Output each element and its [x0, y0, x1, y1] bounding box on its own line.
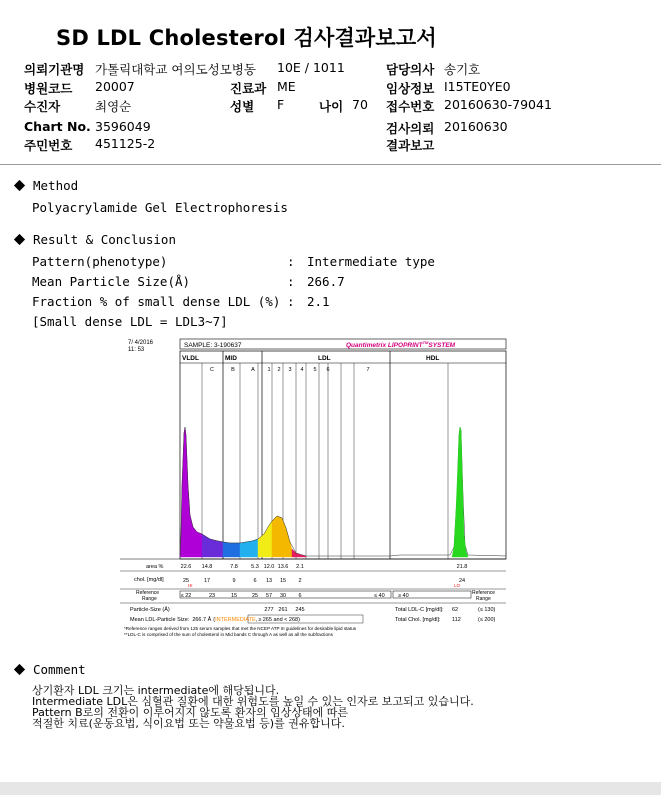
- doctor-label: 담당의사: [386, 62, 435, 77]
- particle-size-value: 261: [278, 607, 288, 613]
- particle-size-row: [264, 607, 304, 613]
- chart-no-value: 3596049: [95, 119, 151, 134]
- mean-size-line: Mean LDL-Particle Size: 266.7 Å (INTERMEDIATE,≥ 265 and < 268): [130, 617, 300, 623]
- method-text: Polyacrylamide Gel Electrophoresis: [32, 200, 288, 215]
- area-value: 14.8: [201, 564, 213, 570]
- patient-label: 수진자: [24, 99, 61, 114]
- clinical-info-label: 임상정보: [386, 81, 435, 96]
- hdl-ref-value: ≥ 40: [398, 593, 409, 599]
- area-value: 13.6: [277, 564, 289, 570]
- chol-value: 15: [279, 578, 287, 584]
- ref-value: 30: [279, 593, 287, 599]
- pattern-colon: :: [287, 254, 295, 269]
- comment-line: 상기환자 LDL 크기는 intermediate에 해당됩니다.: [32, 684, 280, 697]
- resident-label: 주민번호: [24, 138, 73, 153]
- age-value: 70: [352, 97, 368, 112]
- hospital-code-value: 20007: [95, 79, 135, 94]
- chol-value: 6: [253, 578, 257, 584]
- area-value: 21.8: [456, 564, 468, 570]
- ref-value: 23: [208, 593, 216, 599]
- area-value: 5.3: [251, 564, 259, 570]
- area-value: 7.8: [230, 564, 238, 570]
- chol-value: 2: [298, 578, 302, 584]
- band-label-a: A: [251, 367, 255, 373]
- particle-size-value: 245: [295, 607, 305, 613]
- group-label-mid: MID: [225, 355, 237, 362]
- area-row-label: area %: [146, 564, 164, 570]
- total-ldl-value: 62: [452, 607, 459, 613]
- ref-label-1: Reference: [136, 590, 160, 596]
- area-value: 22.6: [180, 564, 192, 570]
- small-dense-note: [Small dense LDL = LDL3~7]: [32, 314, 228, 329]
- chart-time: 11: 53: [128, 347, 145, 353]
- result-heading: Result & Conclusion: [14, 232, 176, 247]
- sample-id: SAMPLE: 3-190637: [184, 342, 242, 349]
- band-label-4: 4: [300, 367, 304, 373]
- chol-value: 17: [203, 578, 211, 584]
- fraction-value: 2.1: [307, 294, 330, 309]
- area-value: 12.0: [263, 564, 275, 570]
- brand-name: Quantimetrix LIPOPRINT™SYSTEM: [346, 340, 456, 349]
- footnote-2: **LDL-C is comprised of the sum of cholesterol in Mid bands C through A as well as all the subfractions: [124, 632, 333, 637]
- receipt-label: 접수번호: [386, 99, 435, 114]
- page-footer-bar: [0, 782, 661, 795]
- result-report-label: 결과보고: [386, 138, 435, 153]
- ldl-ref-value: ≤ 40: [374, 593, 385, 599]
- hospital-code-label: 병원코드: [24, 81, 73, 96]
- pattern-value: Intermediate type: [307, 254, 435, 269]
- band-label-c: C: [210, 367, 214, 373]
- chol-value: 13: [265, 578, 273, 584]
- comment-heading: Comment: [14, 662, 86, 677]
- ref-value: ≤ 22: [180, 593, 192, 599]
- size-value: 266.7: [307, 274, 345, 289]
- vldl-hi-flag: HI: [188, 583, 193, 588]
- mid-b-area: [223, 542, 240, 557]
- total-ldl-ref: (≤ 130): [478, 607, 496, 613]
- ref-value: 15: [230, 593, 238, 599]
- footnote-1: *Reference ranges derived from 125 serum samples that met the NCEP ATP III guidelines for desirable lipid status: [124, 626, 357, 631]
- band-label-3: 3: [288, 367, 292, 373]
- report-title: SD LDL Cholesterol 검사결과보고서: [56, 26, 437, 50]
- header-divider: [0, 164, 661, 165]
- receipt-value: 20160630-79041: [444, 97, 552, 112]
- chol-value: 9: [232, 578, 236, 584]
- right-ref-label-2: Range: [476, 596, 491, 602]
- doctor-value: 송기호: [444, 62, 481, 77]
- method-heading: Method: [14, 178, 78, 193]
- resident-value: 451125-2: [95, 136, 156, 151]
- total-ldl-label: Total LDL-C [mg/dl]:: [395, 607, 444, 613]
- diamond-bullet-icon: [14, 664, 25, 675]
- fraction-label: Fraction % of small dense LDL (%): [32, 294, 281, 309]
- chart-date: 7/ 4/2016: [128, 340, 154, 346]
- institution-value: 가톨릭대학교 여의도성모병동: [95, 62, 256, 77]
- hdl-lo-flag: LO: [454, 583, 461, 588]
- ref-value: 57: [265, 593, 273, 599]
- right-ref-label-1: Reference: [472, 590, 496, 596]
- patient-value: 최영순: [95, 99, 132, 114]
- pattern-label: Pattern(phenotype): [32, 254, 168, 269]
- sex-value: F: [277, 97, 285, 112]
- size-label: Mean Particle Size(Å): [32, 274, 191, 289]
- ref-label-2: Range: [142, 596, 157, 602]
- diamond-bullet-icon: [14, 180, 25, 191]
- dept-label: 진료과: [230, 81, 267, 96]
- band-label-6: 6: [326, 367, 330, 373]
- band-label-b: B: [231, 367, 235, 373]
- fraction-colon: :: [287, 294, 295, 309]
- total-chol-ref: (≤ 200): [478, 617, 496, 623]
- clinical-info-value: I15TE0YE0: [444, 79, 511, 94]
- group-label-vldl: VLDL: [182, 355, 199, 362]
- sex-label: 성별: [230, 99, 255, 114]
- total-chol-value: 112: [452, 617, 461, 623]
- chol-value: 25: [182, 578, 190, 584]
- request-label: 검사의뢰: [386, 121, 435, 136]
- comment-line: Intermediate LDL은 심혈관 질환에 대한 위험도를 높일 수 있는 인자로 보고되고 있습니다.: [32, 695, 474, 708]
- group-label-ldl: LDL: [318, 355, 331, 362]
- particle-size-label: Particle-Size (Å): [130, 607, 170, 613]
- band-label-5: 5: [313, 367, 317, 373]
- comment-line: Pattern B로의 전환이 이루어지지 않도록 환자의 임상상태에 따른: [32, 706, 348, 719]
- lipoprint-chart: [120, 335, 513, 640]
- chol-value: 24: [458, 578, 466, 584]
- diamond-bullet-icon: [14, 234, 25, 245]
- band-label-7: 7: [366, 367, 370, 373]
- ref-value: 25: [251, 593, 259, 599]
- chart-no-label: Chart No.: [24, 119, 91, 134]
- total-chol-label: Total Chol. [mg/dl]:: [395, 617, 441, 623]
- size-colon: :: [287, 274, 295, 289]
- comment-line: 적절한 치료(운동요법, 식이요법 또는 약물요법 등)를 권유합니다.: [32, 717, 345, 730]
- dept-value: ME: [277, 79, 296, 94]
- institution-label: 의뢰기관명: [24, 62, 85, 77]
- area-value: 2.1: [296, 564, 304, 570]
- chol-row-label: chol. [mg/dl]: [134, 577, 164, 583]
- group-label-hdl: HDL: [426, 355, 440, 362]
- age-label: 나이: [319, 99, 344, 114]
- ward-value: 10E / 1011: [277, 60, 345, 75]
- band-label-1: 1: [267, 367, 271, 373]
- particle-size-value: 277: [264, 607, 274, 613]
- band-label-2: 2: [277, 367, 281, 373]
- ref-value: 6: [298, 593, 302, 599]
- request-value: 20160630: [444, 119, 508, 134]
